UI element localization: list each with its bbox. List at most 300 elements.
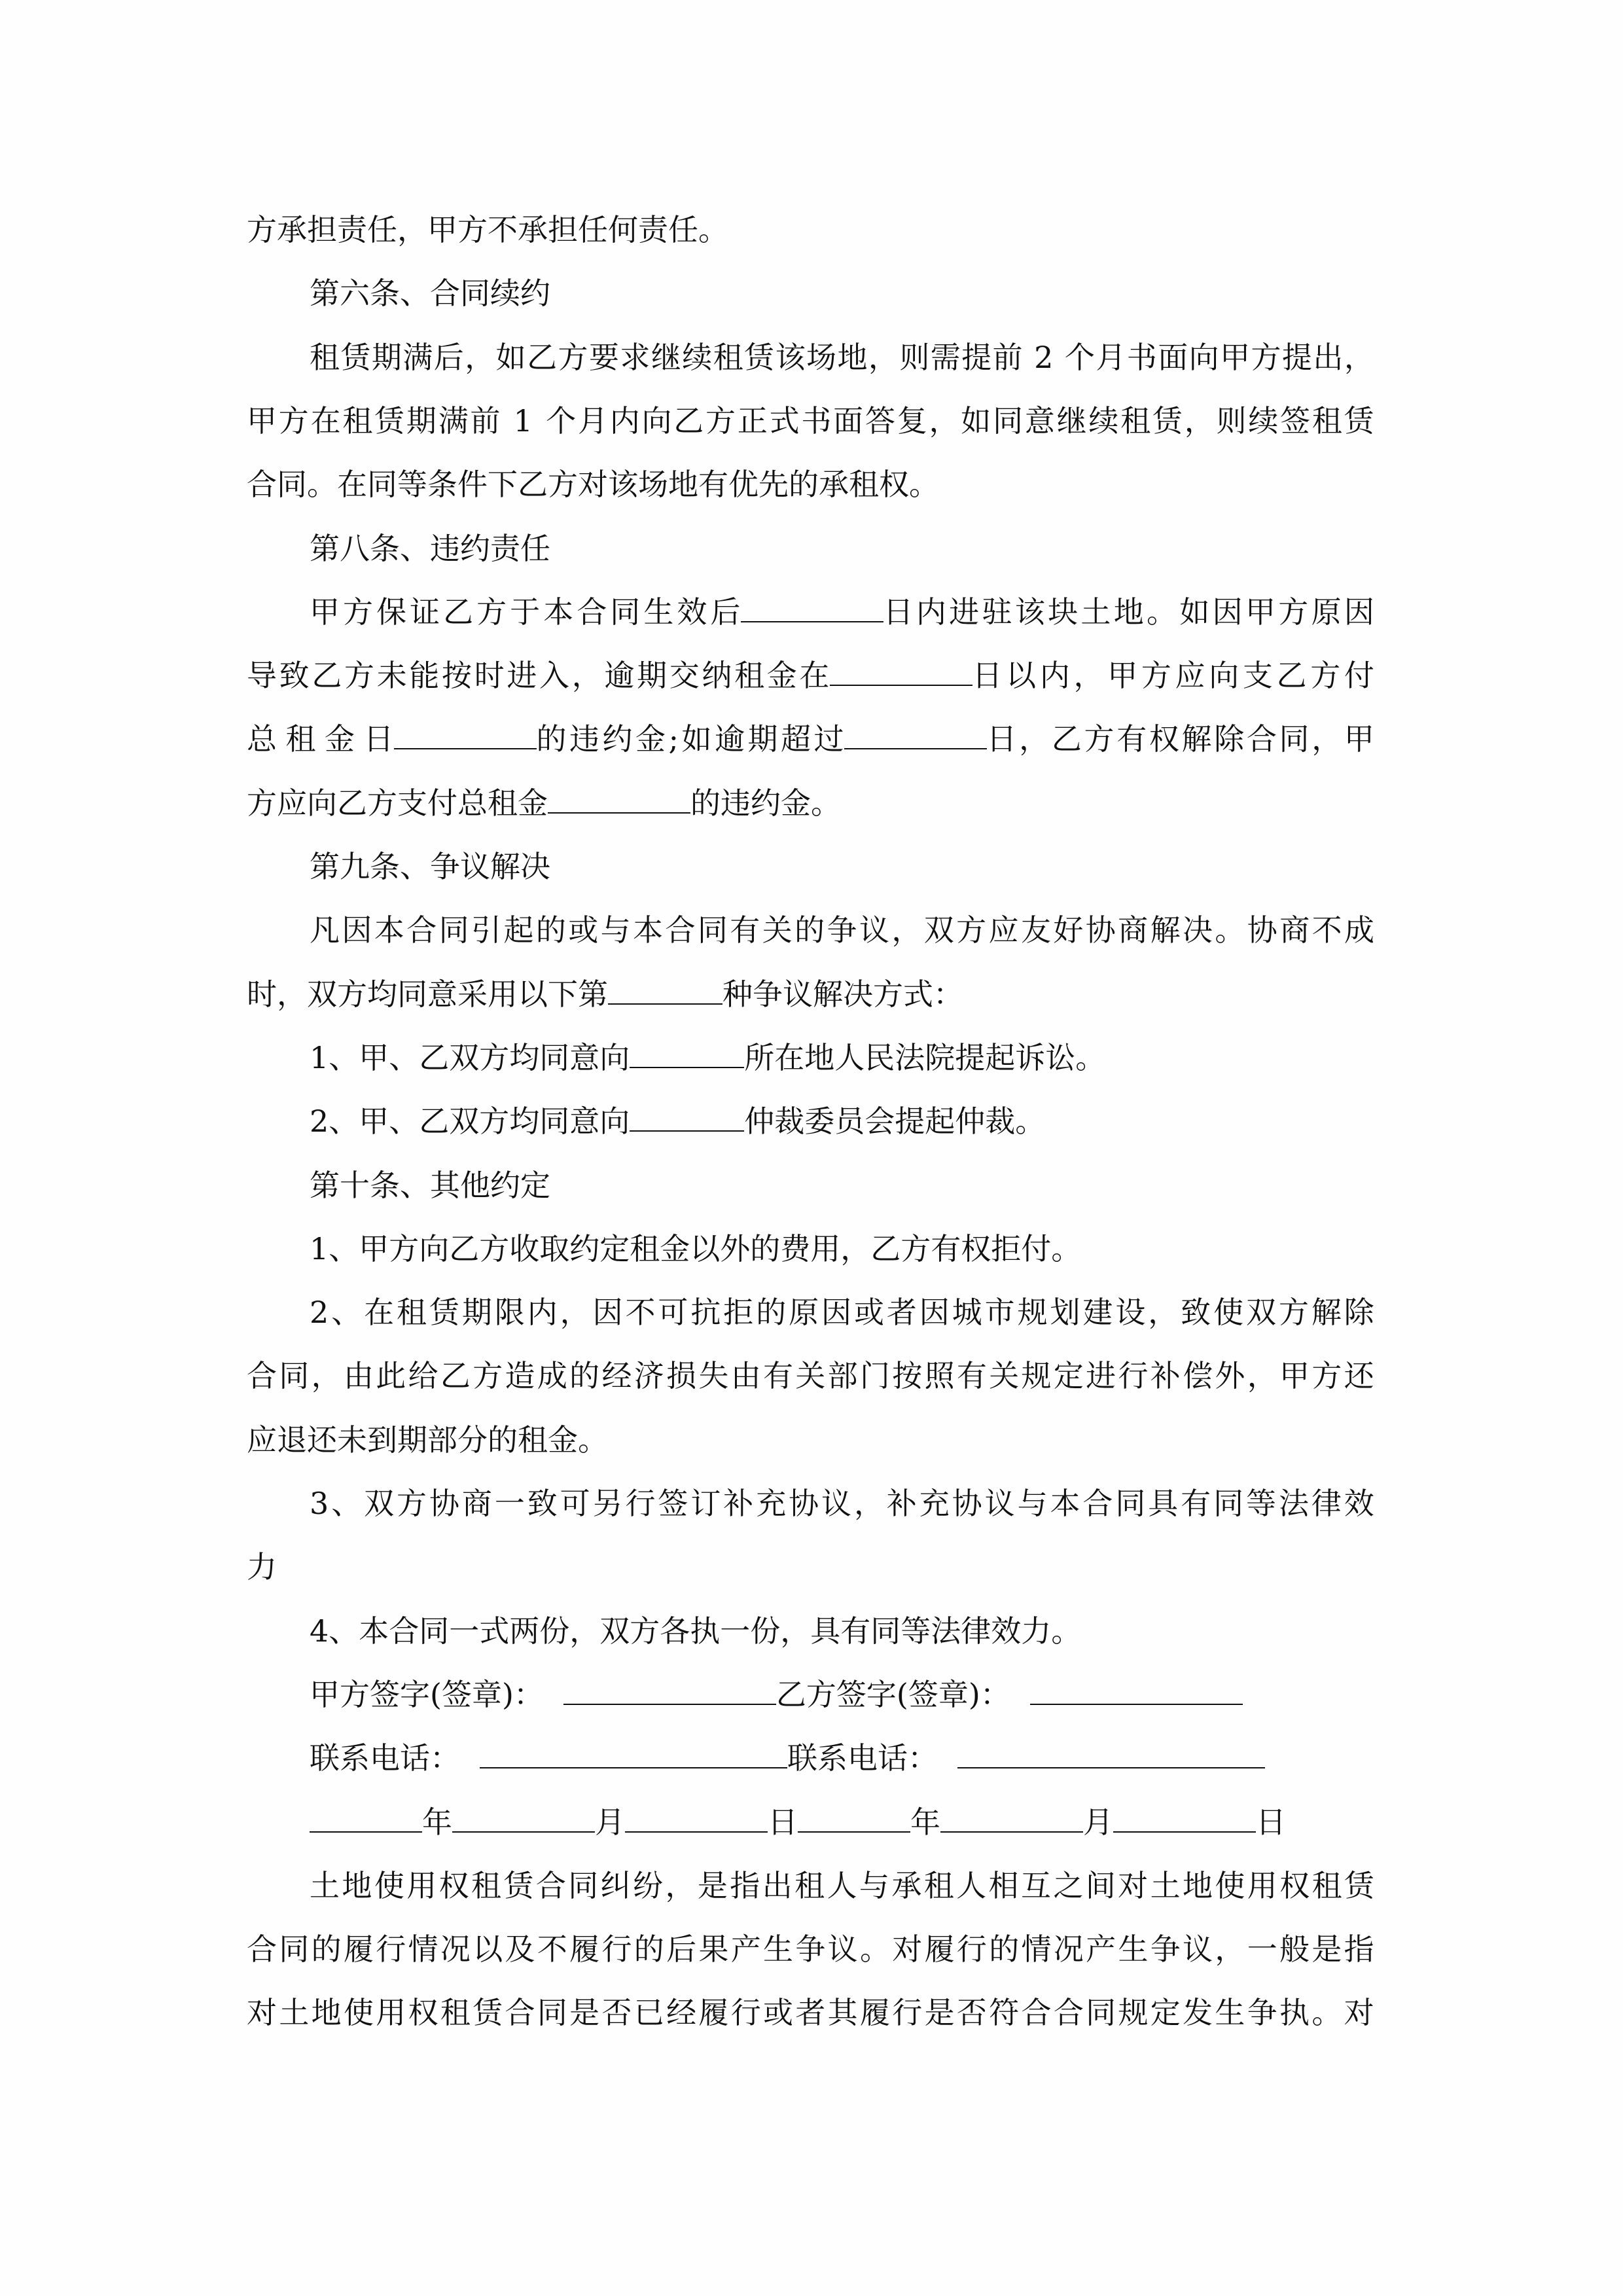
paragraph-line xyxy=(247,1993,1374,2032)
glyph: 的 xyxy=(633,1931,664,1967)
glyph: 还 xyxy=(1344,1358,1374,1394)
fill-in-blank[interactable] xyxy=(563,1675,776,1705)
glyph: 使 xyxy=(374,1867,404,1903)
glyph: 承 xyxy=(891,1867,922,1903)
glyph: 权 xyxy=(1149,721,1179,757)
glyph: 行 xyxy=(730,1995,761,2031)
glyph xyxy=(535,401,544,440)
glyph: 因 xyxy=(342,912,372,948)
glyph: 如 xyxy=(1179,594,1210,630)
paragraph-line xyxy=(310,1484,1374,1523)
text-segment xyxy=(972,656,1375,695)
paragraph-line xyxy=(247,975,1374,1014)
glyph: 租 xyxy=(923,1867,954,1903)
glyph: 复 xyxy=(897,403,927,439)
glyph: 方 xyxy=(343,594,374,630)
paragraph-line xyxy=(247,210,1374,249)
glyph: 其 xyxy=(827,1995,858,2031)
glyph: 面 xyxy=(1158,339,1188,375)
glyph: 期 xyxy=(747,721,778,757)
glyph: 对 xyxy=(892,1931,923,1967)
glyph: 向 xyxy=(1188,339,1219,375)
glyph: 3 xyxy=(310,1486,329,1521)
fill-in-blank[interactable] xyxy=(480,1738,787,1768)
glyph: 具 xyxy=(1148,1486,1179,1521)
glyph: 方 xyxy=(278,403,309,439)
glyph: 成 xyxy=(537,1358,567,1394)
glyph: 乙 xyxy=(673,403,704,439)
glyph: 的 xyxy=(989,1931,1020,1967)
glyph: 订 xyxy=(690,1486,721,1521)
glyph: 与 xyxy=(1017,1486,1048,1521)
glyph: 出 xyxy=(762,1867,793,1903)
glyph: 甲 xyxy=(1344,721,1374,757)
glyph: 续 xyxy=(1248,403,1279,439)
glyph: 后 xyxy=(710,594,741,630)
glyph: 1 xyxy=(513,403,533,439)
glyph: 好 xyxy=(1053,912,1084,948)
paragraph-line xyxy=(310,1611,1374,1651)
glyph: 况 xyxy=(440,1931,471,1967)
glyph: 乙 xyxy=(527,339,558,375)
glyph: 式 xyxy=(769,403,800,439)
glyph: 赁 xyxy=(340,339,371,375)
glyph: 个 xyxy=(1064,339,1095,375)
fill-in-blank[interactable] xyxy=(940,1803,1083,1833)
glyph: 的 xyxy=(756,1295,787,1331)
glyph: 书 xyxy=(1126,339,1157,375)
glyph: ， xyxy=(1311,721,1342,757)
text-segment: 联系电话： xyxy=(787,1740,938,1776)
glyph: 。 xyxy=(1147,594,1177,630)
glyph: 前 xyxy=(992,339,1023,375)
glyph: 合 xyxy=(247,1931,277,1967)
glyph: 行 xyxy=(892,1995,923,2031)
glyph: 赁 xyxy=(1344,403,1374,439)
glyph: 充 xyxy=(919,1486,950,1521)
glyph: 是 xyxy=(924,1995,955,2031)
glyph: 租 xyxy=(734,658,765,694)
glyph: 日 xyxy=(972,658,1003,694)
glyph: 原 xyxy=(1311,594,1342,630)
glyph: 补 xyxy=(723,1486,754,1521)
glyph: 该 xyxy=(1014,594,1045,630)
glyph: 土 xyxy=(1080,594,1111,630)
fill-in-blank[interactable] xyxy=(394,719,537,749)
glyph: 有 xyxy=(956,1358,987,1394)
glyph: 因 xyxy=(919,1295,950,1331)
glyph: ; xyxy=(668,721,679,757)
glyph: 使 xyxy=(1215,1867,1245,1903)
glyph: 甲 xyxy=(1279,1358,1310,1394)
text-segment: 联系电话： xyxy=(310,1740,460,1776)
glyph: 经 xyxy=(666,1995,697,2031)
glyph: 合 xyxy=(1053,1995,1084,2031)
glyph: 的 xyxy=(536,721,567,757)
glyph: 求 xyxy=(620,339,651,375)
glyph: 前 xyxy=(470,403,501,439)
glyph: 租 xyxy=(342,403,373,439)
glyph: 内 xyxy=(916,594,946,630)
glyph: 合 xyxy=(247,1358,277,1394)
glyph: 双 xyxy=(923,912,954,948)
glyph: 行 xyxy=(1118,1358,1149,1394)
glyph: 地 xyxy=(311,1995,342,2031)
glyph: 日 xyxy=(986,721,1017,757)
glyph: 一 xyxy=(1247,1931,1277,1967)
glyph: 另 xyxy=(592,1486,623,1521)
glyph: 在 xyxy=(799,658,830,694)
glyph: 定 xyxy=(1150,1995,1181,2031)
paragraph-line xyxy=(310,1293,1374,1332)
glyph: 商 xyxy=(1279,912,1310,948)
glyph: 是 xyxy=(1311,1931,1342,1967)
glyph: 、 xyxy=(331,1295,362,1331)
fill-in-blank[interactable] xyxy=(844,719,987,749)
glyph: 济 xyxy=(633,1358,664,1394)
glyph: 场 xyxy=(806,339,836,375)
glyph: 关 xyxy=(795,1358,826,1394)
glyph: 进 xyxy=(507,658,537,694)
glyph: 用 xyxy=(376,1995,406,2031)
glyph xyxy=(1054,338,1064,377)
glyph: 建 xyxy=(1082,1295,1113,1331)
fill-in-blank[interactable] xyxy=(1030,1675,1243,1705)
glyph: 应 xyxy=(988,912,1019,948)
glyph: 用 xyxy=(406,1867,437,1903)
glyph: 致 xyxy=(527,1486,558,1521)
text-segment xyxy=(310,338,1374,377)
glyph: 规 xyxy=(1021,1358,1052,1394)
glyph: 的 xyxy=(535,912,566,948)
glyph: 因 xyxy=(821,1295,852,1331)
glyph: 方 xyxy=(473,1358,503,1394)
glyph: 能 xyxy=(409,658,440,694)
glyph: 方 xyxy=(1278,1295,1309,1331)
glyph: 如 xyxy=(961,403,991,439)
paragraph-line xyxy=(247,719,1374,759)
glyph: 同 xyxy=(279,1358,310,1394)
text-segment: 甲方签字(签章)： xyxy=(310,1676,544,1712)
glyph: 不 xyxy=(625,1295,656,1331)
glyph: 期 xyxy=(371,339,402,375)
paragraph-line xyxy=(247,1420,1374,1460)
glyph: 甲 xyxy=(1107,658,1138,694)
glyph: 效 xyxy=(677,594,707,630)
glyph: 土 xyxy=(1150,1867,1181,1903)
glyph: 支 xyxy=(1242,658,1273,694)
glyph: 赁 xyxy=(503,1867,534,1903)
glyph: 充 xyxy=(756,1486,787,1521)
glyph: 争 xyxy=(827,912,857,948)
text-segment: 4、本合同一式两份，双方各执一份，具有同等法律效力。 xyxy=(310,1613,1082,1649)
fill-in-blank[interactable] xyxy=(608,975,722,1005)
text-segment: 应退还未到期部分的租金。 xyxy=(247,1422,608,1458)
glyph: 友 xyxy=(1020,912,1051,948)
text-segment: 年 xyxy=(910,1804,940,1840)
text-segment xyxy=(310,1293,1374,1332)
glyph: 驻 xyxy=(982,594,1012,630)
glyph: 凡 xyxy=(310,912,340,948)
glyph: 地 xyxy=(1182,1867,1213,1903)
text-segment xyxy=(247,1929,1374,1969)
glyph: 议 xyxy=(827,1931,858,1967)
glyph: 同 xyxy=(610,594,641,630)
glyph: 行 xyxy=(376,1931,406,1967)
glyph: 方 xyxy=(1310,658,1341,694)
glyph: 行 xyxy=(956,1931,987,1967)
glyph: 外 xyxy=(1215,1358,1245,1394)
glyph: 争 xyxy=(1247,1995,1277,2031)
fill-in-blank[interactable] xyxy=(830,656,972,686)
glyph: 争 xyxy=(795,1931,826,1967)
glyph: 块 xyxy=(1048,594,1079,630)
text-segment: 1、甲、乙双方均同意向 xyxy=(310,1039,630,1075)
glyph: 进 xyxy=(949,594,980,630)
fill-in-blank[interactable] xyxy=(957,1738,1265,1768)
glyph: 地 xyxy=(1113,594,1144,630)
glyph: 生 xyxy=(1215,1995,1245,2031)
glyph: 乙 xyxy=(1276,658,1307,694)
glyph: 方 xyxy=(1141,658,1171,694)
glyph: 法 xyxy=(1278,1486,1309,1521)
fill-in-blank[interactable] xyxy=(452,1803,595,1833)
glyph: 对 xyxy=(1344,1995,1374,2031)
glyph: ， xyxy=(1247,1358,1277,1394)
glyph: 方 xyxy=(476,594,507,630)
glyph: 租 xyxy=(440,1995,471,2031)
glyph: 议 xyxy=(984,1486,1015,1521)
glyph: 议 xyxy=(1183,1931,1213,1967)
glyph: 因 xyxy=(1344,594,1374,630)
glyph: 解 xyxy=(1311,1295,1342,1331)
text-segment: 乙方签字(签章)： xyxy=(776,1676,1010,1712)
glyph: 一 xyxy=(494,1486,525,1521)
paragraph-line xyxy=(310,1102,1374,1141)
glyph: 设 xyxy=(1115,1295,1146,1331)
text-segment xyxy=(247,1356,1374,1395)
glyph: 履 xyxy=(859,1995,890,2031)
glyph: 协 xyxy=(789,1486,819,1521)
text-segment xyxy=(310,1484,1374,1523)
glyph: 本 xyxy=(543,594,574,630)
glyph: 在 xyxy=(310,403,341,439)
glyph: ， xyxy=(465,339,495,375)
glyph: 导 xyxy=(247,658,277,694)
glyph: 付 xyxy=(1344,658,1374,694)
glyph: 致 xyxy=(1181,1295,1211,1331)
glyph: 有 xyxy=(1181,1486,1211,1521)
paragraph-line xyxy=(310,592,1374,632)
fill-in-blank[interactable] xyxy=(625,1803,768,1833)
glyph: 内 xyxy=(527,1295,558,1331)
glyph: 约 xyxy=(602,721,633,757)
glyph: 方 xyxy=(1251,339,1281,375)
glyph: 的 xyxy=(311,1931,342,1967)
glyph: 履 xyxy=(343,1931,374,1967)
glyph: 人 xyxy=(827,1867,857,1903)
glyph: 租 xyxy=(713,339,743,375)
glyph: 或 xyxy=(568,912,599,948)
glyph: 月 xyxy=(1096,339,1126,375)
glyph: 由 xyxy=(343,1358,374,1394)
glyph: 权 xyxy=(408,1995,438,2031)
glyph: 否 xyxy=(956,1995,987,2031)
glyph: 不 xyxy=(1311,912,1342,948)
glyph: 与 xyxy=(600,912,631,948)
glyph: 指 xyxy=(730,1867,760,1903)
glyph: 协 xyxy=(429,1486,459,1521)
glyph: 协 xyxy=(1247,912,1277,948)
glyph: 定 xyxy=(1053,1358,1084,1394)
glyph: 符 xyxy=(989,1995,1020,2031)
glyph: 合 xyxy=(1246,721,1277,757)
glyph: 给 xyxy=(408,1358,438,1394)
glyph: 租 xyxy=(1311,403,1342,439)
glyph: 间 xyxy=(1085,1867,1116,1903)
glyph: ， xyxy=(560,1295,590,1331)
fill-in-blank[interactable] xyxy=(630,1102,744,1132)
glyph: ， xyxy=(1184,403,1215,439)
glyph: 解 xyxy=(1150,912,1181,948)
glyph: 续 xyxy=(1088,403,1119,439)
fill-in-blank[interactable] xyxy=(548,783,690,814)
glyph: 保 xyxy=(376,594,407,630)
glyph: 土 xyxy=(310,1867,340,1903)
glyph: 权 xyxy=(1279,1867,1310,1903)
glyph: 后 xyxy=(433,339,464,375)
glyph: 本 xyxy=(1050,1486,1080,1521)
glyph: 双 xyxy=(1246,1295,1277,1331)
glyph: 偿 xyxy=(1183,1358,1213,1394)
paragraph-line xyxy=(247,1547,1374,1587)
glyph: 甲 xyxy=(247,403,277,439)
glyph: 未 xyxy=(376,658,407,694)
fill-in-blank[interactable] xyxy=(310,1803,422,1833)
glyph: 行 xyxy=(625,1486,656,1521)
fill-in-blank[interactable] xyxy=(630,1038,744,1068)
glyph: 规 xyxy=(1017,1295,1048,1331)
glyph: 除 xyxy=(1214,721,1245,757)
paragraph-line xyxy=(310,338,1374,377)
glyph: 产 xyxy=(730,1931,761,1967)
glyph: 、 xyxy=(331,1486,362,1521)
text-segment: 时，双方均同意采用以下第 xyxy=(247,976,608,1012)
glyph: 致 xyxy=(279,658,310,694)
fill-in-blank[interactable] xyxy=(741,592,883,622)
glyph: 争 xyxy=(1150,1931,1181,1967)
glyph: 或 xyxy=(763,1995,793,2031)
text-segment: 月 xyxy=(595,1804,625,1840)
glyph: 地 xyxy=(837,339,868,375)
text-segment: 种争议解决方式： xyxy=(722,976,963,1012)
glyph: 如 xyxy=(495,339,526,375)
section-heading xyxy=(310,847,1374,886)
glyph: 起 xyxy=(503,912,534,948)
section-heading xyxy=(310,529,1374,568)
glyph: 以 xyxy=(1006,658,1037,694)
glyph: ， xyxy=(571,658,602,694)
glyph: 协 xyxy=(1085,912,1116,948)
paragraph-line xyxy=(247,1356,1374,1395)
glyph: 赁 xyxy=(429,1295,459,1331)
glyph: 有 xyxy=(763,1358,793,1394)
glyph: 内 xyxy=(609,403,640,439)
glyph: 果 xyxy=(698,1931,729,1967)
glyph: 抗 xyxy=(690,1295,721,1331)
glyph: 协 xyxy=(952,1486,982,1521)
glyph: 成 xyxy=(1344,912,1374,948)
glyph: 方 xyxy=(558,339,588,375)
text-segment xyxy=(247,719,394,759)
glyph: 产 xyxy=(1086,1931,1116,1967)
glyph: 租 xyxy=(471,1867,502,1903)
paragraph-line xyxy=(247,1929,1374,1969)
glyph: 期 xyxy=(637,658,668,694)
glyph: 同 xyxy=(537,1995,567,2031)
glyph: 况 xyxy=(1053,1931,1084,1967)
glyph: 赁 xyxy=(744,339,775,375)
text-segment xyxy=(310,910,1374,950)
glyph: 方 xyxy=(397,1486,427,1521)
text-segment: 方承担责任，甲方不承担任何责任。 xyxy=(247,212,728,247)
glyph: 于 xyxy=(510,594,541,630)
text-segment: 合同。在同等条件下乙方对该场地有优先的承租权。 xyxy=(247,467,939,503)
glyph: 之 xyxy=(1053,1867,1084,1903)
glyph xyxy=(1024,338,1033,377)
glyph: 乙 xyxy=(443,594,474,630)
text-segment: 力 xyxy=(247,1549,277,1585)
glyph: 履 xyxy=(924,1931,955,1967)
glyph: 方 xyxy=(956,912,987,948)
glyph: 履 xyxy=(569,1931,600,1967)
glyph: 期 xyxy=(461,1295,492,1331)
glyph: 甲 xyxy=(1245,594,1275,630)
glyph: 则 xyxy=(1216,403,1247,439)
glyph: 部 xyxy=(827,1358,858,1394)
glyph: 因 xyxy=(592,1295,623,1331)
glyph: 经 xyxy=(601,1358,632,1394)
glyph: 互 xyxy=(1020,1867,1051,1903)
glyph: 满 xyxy=(438,403,469,439)
glyph: 乙 xyxy=(440,1358,471,1394)
glyph xyxy=(502,401,512,440)
glyph: 决 xyxy=(1182,912,1213,948)
glyph: 提 xyxy=(1281,339,1312,375)
text-segment xyxy=(987,719,1375,759)
glyph: 。 xyxy=(1215,912,1245,948)
fill-in-blank[interactable] xyxy=(1113,1803,1256,1833)
glyph: ， xyxy=(1344,339,1374,375)
glyph: 在 xyxy=(364,1295,395,1331)
glyph: 者 xyxy=(795,1995,826,2031)
glyph: 生 xyxy=(763,1931,793,1967)
glyph: 租 xyxy=(285,721,316,757)
glyph: 赁 xyxy=(374,403,405,439)
glyph: 补 xyxy=(886,1486,917,1521)
fill-in-blank[interactable] xyxy=(798,1803,910,1833)
glyph: 甲 xyxy=(310,594,340,630)
glyph: 同 xyxy=(1279,721,1310,757)
glyph: 同 xyxy=(1115,1486,1146,1521)
glyph: 满 xyxy=(402,339,433,375)
glyph: 划 xyxy=(1050,1295,1080,1331)
glyph: 方 xyxy=(344,658,375,694)
glyph: 日 xyxy=(363,721,394,757)
glyph: 与 xyxy=(859,1867,889,1903)
glyph: 过 xyxy=(813,721,844,757)
glyph: 正 xyxy=(737,403,768,439)
